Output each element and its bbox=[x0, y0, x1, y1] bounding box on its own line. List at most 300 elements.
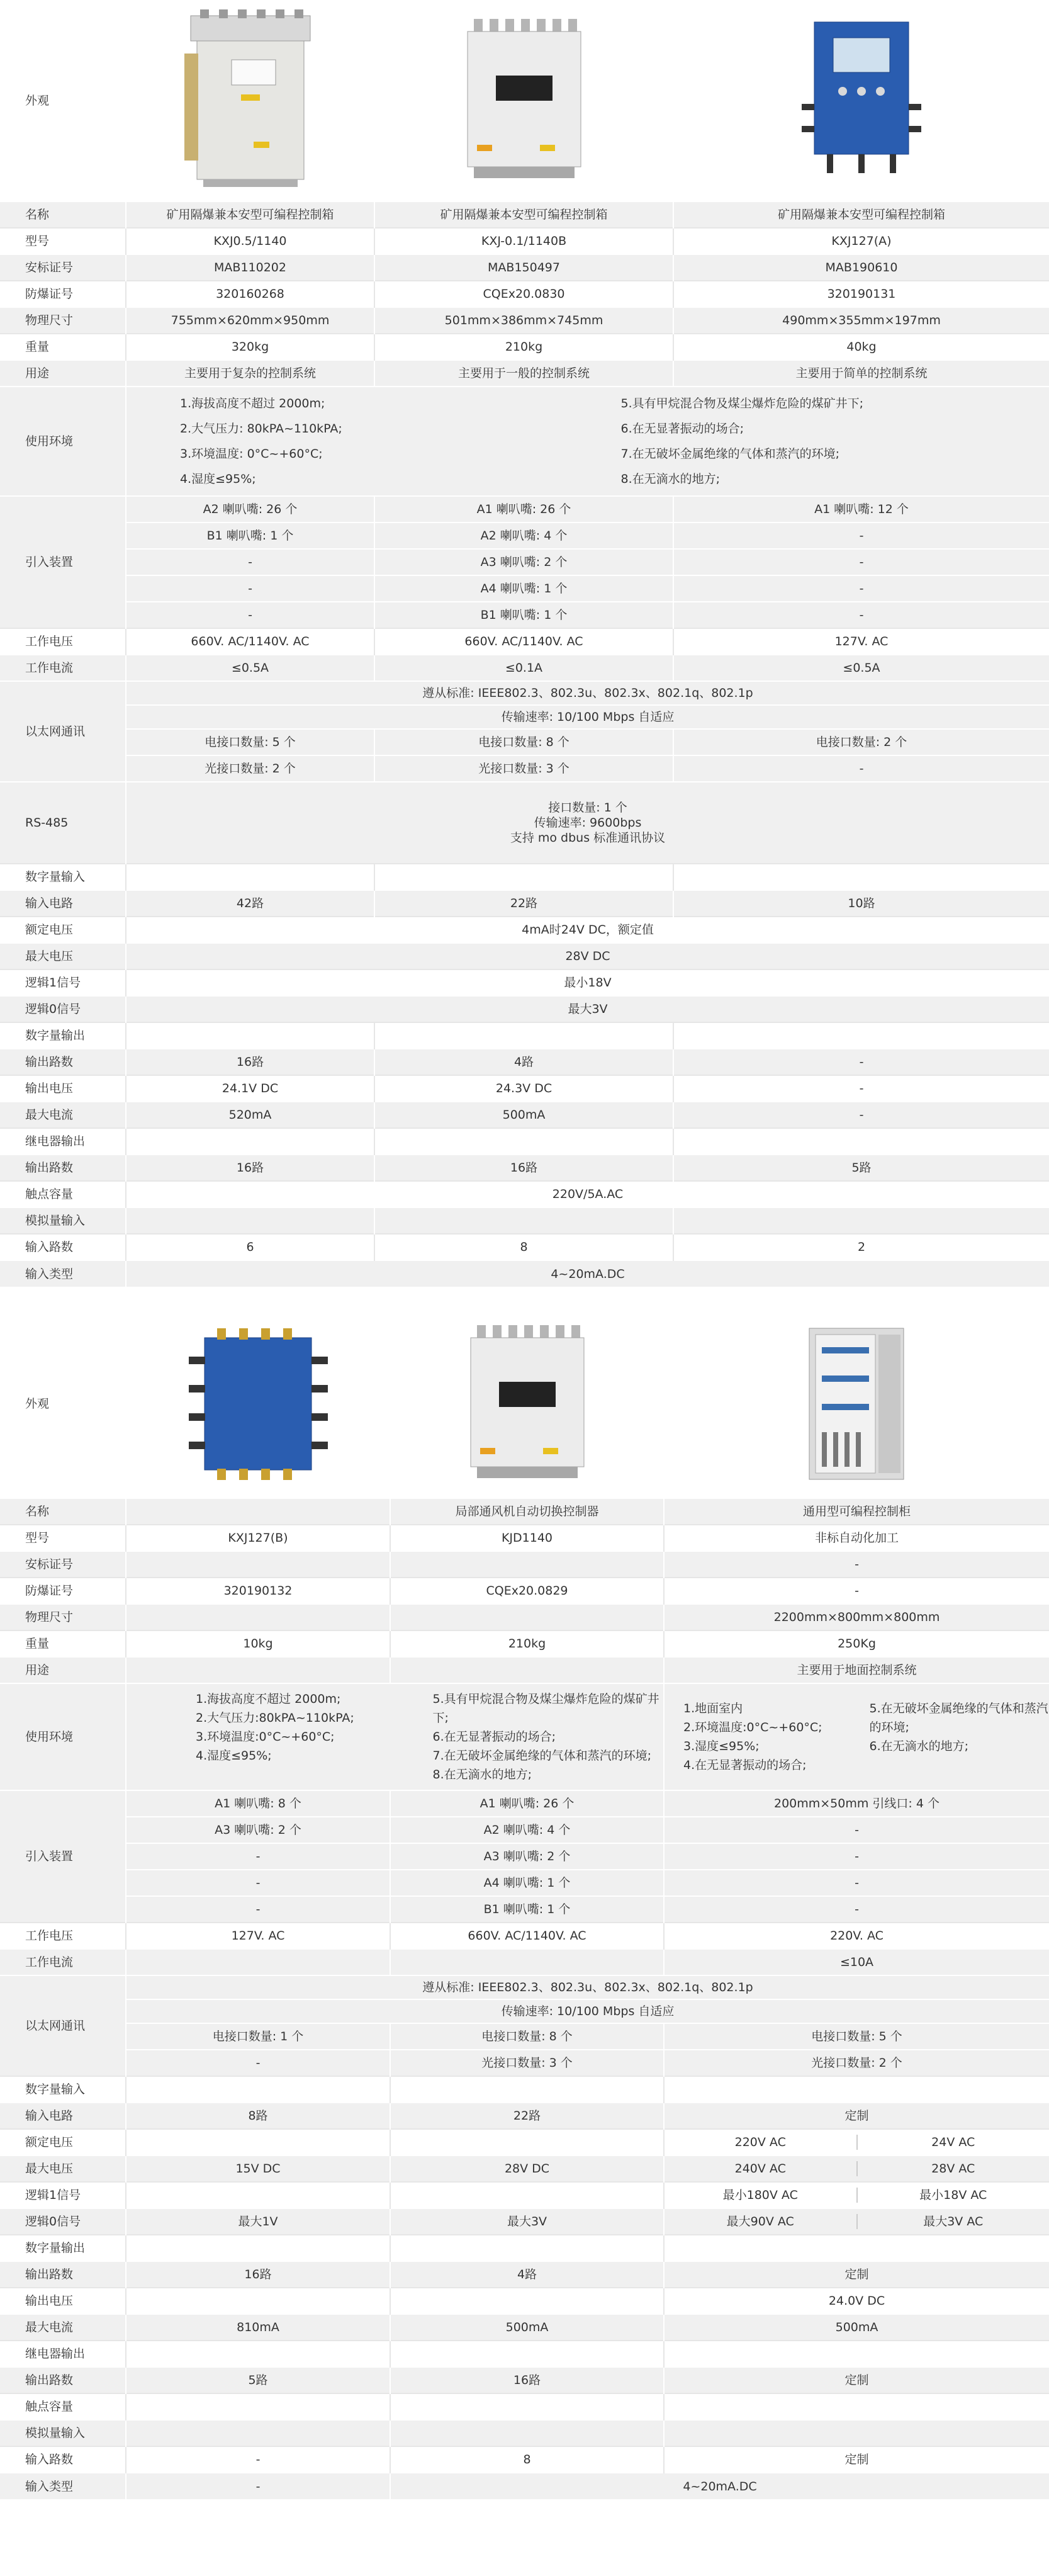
cell: A1 喇叭嘴: 8 个 bbox=[126, 1790, 390, 1817]
cell: - bbox=[126, 2050, 390, 2076]
cell: 4路 bbox=[374, 1049, 673, 1075]
section-row bbox=[0, 2341, 1049, 2367]
cell: A2 喇叭嘴: 4 个 bbox=[390, 1817, 664, 1843]
logic1-row bbox=[0, 2182, 1049, 2208]
cell: 127V. AC bbox=[673, 628, 1049, 655]
ai-channels-row bbox=[0, 1234, 1049, 1260]
cell: 320160268 bbox=[126, 281, 374, 307]
cell: 42路 bbox=[126, 890, 374, 917]
cell: 主要用于一般的控制系统 bbox=[374, 360, 673, 387]
cell: - bbox=[126, 575, 374, 602]
cell: 电接口数量: 5 个 bbox=[664, 2023, 1049, 2050]
cell: A4 喇叭嘴: 1 个 bbox=[374, 575, 673, 602]
row-label: 物理尺寸 bbox=[0, 1604, 126, 1630]
env-line: 5.具有甲烷混合物及煤尘爆炸危险的煤矿井下; bbox=[620, 397, 864, 410]
cell: 5路 bbox=[673, 1155, 1049, 1181]
cell: ≤0.1A bbox=[374, 655, 673, 681]
row-label: 名称 bbox=[0, 1498, 126, 1525]
cell bbox=[126, 1604, 390, 1630]
cell: 最大90V AC bbox=[726, 2215, 794, 2229]
row-label: 工作电压 bbox=[0, 1923, 126, 1949]
cell: 定制 bbox=[664, 2103, 1049, 2129]
cell: ≤10A bbox=[664, 1949, 1049, 1975]
cell: A3 喇叭嘴: 2 个 bbox=[126, 1817, 390, 1843]
row-label: 以太网通讯 bbox=[0, 1975, 126, 2076]
cell: 遵从标准: IEEE802.3、802.3u、802.3x、802.1q、802.1p bbox=[126, 1975, 1049, 1999]
inlet-row bbox=[0, 602, 1049, 628]
do-channels-row bbox=[0, 1049, 1049, 1075]
cell: 遵从标准: IEEE802.3、802.3u、802.3x、802.1q、802.1p bbox=[126, 681, 1049, 705]
inlet-row bbox=[0, 523, 1049, 549]
cell: MAB190610 bbox=[673, 254, 1049, 281]
voltage-row bbox=[0, 628, 1049, 655]
cell: KJD1140 bbox=[390, 1525, 664, 1551]
cell: MAB110202 bbox=[126, 254, 374, 281]
cell: MAB150497 bbox=[374, 254, 673, 281]
product-photo-kxj01 bbox=[374, 0, 673, 201]
cell: 定制 bbox=[664, 2367, 1049, 2393]
rs485-line: 接口数量: 1 个 bbox=[548, 801, 627, 815]
cell: 2 bbox=[673, 1234, 1049, 1260]
environment-cell bbox=[126, 387, 1049, 496]
section-row bbox=[0, 2235, 1049, 2261]
do-voltage-row bbox=[0, 2288, 1049, 2314]
row-label: 外观 bbox=[0, 1309, 126, 1498]
cell: 最大3V AC bbox=[856, 2214, 1049, 2229]
product-photo-kxj127a bbox=[673, 0, 1049, 201]
env-line: 2.大气压力:80kPA~110kPA; bbox=[196, 1711, 354, 1725]
cell: - bbox=[664, 1551, 1049, 1578]
row-label: 额定电压 bbox=[0, 917, 126, 943]
cell: 28V DC bbox=[126, 943, 1049, 969]
cell bbox=[126, 1551, 390, 1578]
name-row bbox=[0, 201, 1049, 228]
cell: 220V/5A.AC bbox=[126, 1181, 1049, 1207]
row-label: 额定电压 bbox=[0, 2129, 126, 2155]
model-row bbox=[0, 228, 1049, 254]
inlet-row bbox=[0, 1790, 1049, 1817]
cell: 660V. AC/1140V. AC bbox=[374, 628, 673, 655]
env-line: 8.在无滴水的地方; bbox=[432, 1768, 532, 1782]
product-photo-kxj127b bbox=[126, 1309, 390, 1498]
current-row bbox=[0, 655, 1049, 681]
env-line: 6.在无滴水的地方; bbox=[869, 1739, 969, 1753]
cell: 16路 bbox=[126, 1155, 374, 1181]
row-label: 重量 bbox=[0, 334, 126, 360]
cell: 16路 bbox=[390, 2367, 664, 2393]
row-label: 逻辑1信号 bbox=[0, 969, 126, 996]
cell: 200mm×50mm 引线口: 4 个 bbox=[664, 1790, 1049, 1817]
cabinet-photo-white bbox=[461, 16, 587, 186]
row-label: 最大电压 bbox=[0, 943, 126, 969]
cell: KXJ-0.1/1140B bbox=[374, 228, 673, 254]
inlet-row bbox=[0, 575, 1049, 602]
row-label: 工作电流 bbox=[0, 1949, 126, 1975]
section-row bbox=[0, 1207, 1049, 1234]
cell: 250Kg bbox=[664, 1630, 1049, 1657]
inlet-row bbox=[0, 1896, 1049, 1923]
logic0-row bbox=[0, 996, 1049, 1022]
cell: 8 bbox=[390, 2446, 664, 2473]
section-label: 数字量输入 bbox=[0, 2076, 126, 2103]
row-label: 输出电压 bbox=[0, 2288, 126, 2314]
ethernet-row bbox=[0, 2050, 1049, 2076]
cell: A2 喇叭嘴: 26 个 bbox=[126, 496, 374, 523]
env-line: 1.地面室内 bbox=[683, 1702, 743, 1715]
row-label: 输出路数 bbox=[0, 1155, 126, 1181]
usage-row bbox=[0, 360, 1049, 387]
split-cell bbox=[664, 2208, 1049, 2235]
cell: A1 喇叭嘴: 12 个 bbox=[673, 496, 1049, 523]
cell: 光接口数量: 3 个 bbox=[374, 755, 673, 782]
cell: 电接口数量: 8 个 bbox=[390, 2023, 664, 2050]
name-row bbox=[0, 1498, 1049, 1525]
cell: 最小18V AC bbox=[856, 2188, 1049, 2203]
weight-row bbox=[0, 334, 1049, 360]
section-label: 继电器输出 bbox=[0, 2341, 126, 2367]
spec-table-2 bbox=[0, 1309, 1049, 2499]
cell: 定制 bbox=[664, 2261, 1049, 2288]
rated-voltage-row bbox=[0, 2129, 1049, 2155]
cell: 光接口数量: 2 个 bbox=[664, 2050, 1049, 2076]
row-label: 工作电压 bbox=[0, 628, 126, 655]
cell bbox=[390, 1551, 664, 1578]
env-line: 5.具有甲烷混合物及煤尘爆炸危险的煤矿井下; bbox=[432, 1692, 659, 1725]
cell: 最大3V bbox=[126, 996, 1049, 1022]
cell: 220V AC bbox=[734, 2135, 786, 2149]
cell: A4 喇叭嘴: 1 个 bbox=[390, 1870, 664, 1896]
cell: 210kg bbox=[374, 334, 673, 360]
cell: - bbox=[126, 602, 374, 628]
rs485-line: 传输速率: 9600bps bbox=[534, 816, 642, 830]
row-label: 逻辑1信号 bbox=[0, 2182, 126, 2208]
appearance-row bbox=[0, 1309, 1049, 1498]
row-label: 最大电流 bbox=[0, 2314, 126, 2341]
cell: 电接口数量: 5 个 bbox=[126, 729, 374, 755]
row-label: 输出路数 bbox=[0, 2367, 126, 2393]
inlet-row bbox=[0, 1843, 1049, 1870]
row-label: 防爆证号 bbox=[0, 1578, 126, 1604]
cell: - bbox=[673, 575, 1049, 602]
cell: 24.1V DC bbox=[126, 1075, 374, 1102]
cell: - bbox=[664, 1817, 1049, 1843]
section-label: 模拟量输入 bbox=[0, 1207, 126, 1234]
voltage-row bbox=[0, 1923, 1049, 1949]
cell: CQEx20.0829 bbox=[390, 1578, 664, 1604]
cell: 500mA bbox=[664, 2314, 1049, 2341]
spec-table-1 bbox=[0, 0, 1049, 1287]
ai-channels-row bbox=[0, 2446, 1049, 2473]
section-row bbox=[0, 2420, 1049, 2446]
cell: 电接口数量: 8 个 bbox=[374, 729, 673, 755]
row-label: 以太网通讯 bbox=[0, 681, 126, 782]
product-photo-kjd1140 bbox=[390, 1309, 664, 1498]
cell: 127V. AC bbox=[126, 1923, 390, 1949]
row-label: 外观 bbox=[0, 0, 126, 201]
cell: 660V. AC/1140V. AC bbox=[126, 628, 374, 655]
cell: 520mA bbox=[126, 1102, 374, 1128]
section-label: 数字量输出 bbox=[0, 1022, 126, 1049]
contact-row bbox=[0, 2393, 1049, 2420]
cell: A1 喇叭嘴: 26 个 bbox=[390, 1790, 664, 1817]
cell bbox=[126, 1657, 390, 1683]
row-label: 触点容量 bbox=[0, 1181, 126, 1207]
max-voltage-row bbox=[0, 943, 1049, 969]
do-current-row bbox=[0, 2314, 1049, 2341]
cell: 10路 bbox=[673, 890, 1049, 917]
cell: 光接口数量: 3 个 bbox=[390, 2050, 664, 2076]
row-label: 触点容量 bbox=[0, 2393, 126, 2420]
cell: 电接口数量: 2 个 bbox=[673, 729, 1049, 755]
split-cell bbox=[664, 2155, 1049, 2182]
cell: 矿用隔爆兼本安型可编程控制箱 bbox=[126, 201, 374, 228]
cell: 24.0V DC bbox=[664, 2288, 1049, 2314]
row-label: 输入电路 bbox=[0, 890, 126, 917]
cell: - bbox=[664, 1870, 1049, 1896]
section-label: 继电器输出 bbox=[0, 1128, 126, 1155]
safety-cert-row bbox=[0, 254, 1049, 281]
row-label: 引入装置 bbox=[0, 1790, 126, 1923]
cell: 755mm×620mm×950mm bbox=[126, 307, 374, 334]
cell: - bbox=[664, 1843, 1049, 1870]
cell bbox=[126, 1498, 390, 1525]
cell: - bbox=[126, 2473, 390, 2499]
explosion-cert-row bbox=[0, 281, 1049, 307]
cell: 660V. AC/1140V. AC bbox=[390, 1923, 664, 1949]
env-line: 4.湿度≤95%; bbox=[196, 1749, 272, 1763]
product-photo-cabinet bbox=[664, 1309, 1049, 1498]
cell: 501mm×386mm×745mm bbox=[374, 307, 673, 334]
cell: ≤0.5A bbox=[673, 655, 1049, 681]
cell: 16路 bbox=[126, 2261, 390, 2288]
cell: 矿用隔爆兼本安型可编程控制箱 bbox=[673, 201, 1049, 228]
inlet-row bbox=[0, 549, 1049, 575]
cell: - bbox=[126, 1896, 390, 1923]
row-label: 输入路数 bbox=[0, 1234, 126, 1260]
relay-channels-row bbox=[0, 1155, 1049, 1181]
ethernet-row bbox=[0, 755, 1049, 782]
row-label: RS-485 bbox=[0, 782, 126, 864]
rs485-line: 支持 mo dbus 标准通讯协议 bbox=[510, 831, 666, 845]
row-label: 输入电路 bbox=[0, 2103, 126, 2129]
cell: - bbox=[673, 549, 1049, 575]
cell: 矿用隔爆兼本安型可编程控制箱 bbox=[374, 201, 673, 228]
contact-row bbox=[0, 1181, 1049, 1207]
ethernet-row bbox=[0, 681, 1049, 705]
env-line: 8.在无滴水的地方; bbox=[620, 472, 721, 486]
inlet-row bbox=[0, 496, 1049, 523]
cell: ≤0.5A bbox=[126, 655, 374, 681]
do-current-row bbox=[0, 1102, 1049, 1128]
row-label: 安标证号 bbox=[0, 1551, 126, 1578]
cell: 320190131 bbox=[673, 281, 1049, 307]
relay-channels-row bbox=[0, 2367, 1049, 2393]
row-label: 型号 bbox=[0, 228, 126, 254]
row-label: 使用环境 bbox=[0, 387, 126, 496]
cell: KXJ0.5/1140 bbox=[126, 228, 374, 254]
cell: A1 喇叭嘴: 26 个 bbox=[374, 496, 673, 523]
row-label: 物理尺寸 bbox=[0, 307, 126, 334]
dimensions-row bbox=[0, 1604, 1049, 1630]
cell: 220V. AC bbox=[664, 1923, 1049, 1949]
ethernet-row bbox=[0, 1975, 1049, 1999]
row-label: 名称 bbox=[0, 201, 126, 228]
cell: 光接口数量: 2 个 bbox=[126, 755, 374, 782]
current-row bbox=[0, 1949, 1049, 1975]
inlet-row bbox=[0, 1870, 1049, 1896]
dimensions-row bbox=[0, 307, 1049, 334]
logic1-row bbox=[0, 969, 1049, 996]
env-line: 2.大气压力: 80kPA~110kPA; bbox=[180, 422, 342, 436]
row-label: 输出电压 bbox=[0, 1075, 126, 1102]
weight-row bbox=[0, 1630, 1049, 1657]
cell: 6 bbox=[126, 1234, 374, 1260]
section-row bbox=[0, 1022, 1049, 1049]
environment-cell bbox=[664, 1683, 1049, 1790]
cell: - bbox=[673, 1075, 1049, 1102]
environment-row bbox=[0, 387, 1049, 496]
cell: 最大3V bbox=[390, 2208, 664, 2235]
cell: 定制 bbox=[664, 2446, 1049, 2473]
cell: 810mA bbox=[126, 2314, 390, 2341]
env-line: 4.在无显著振动的场合; bbox=[683, 1758, 807, 1772]
ethernet-row bbox=[0, 705, 1049, 729]
cell: 4~20mA.DC bbox=[126, 1260, 1049, 1287]
do-channels-row bbox=[0, 2261, 1049, 2288]
cell: - bbox=[126, 2446, 390, 2473]
rated-voltage-row bbox=[0, 917, 1049, 943]
cell: - bbox=[126, 1843, 390, 1870]
cell: 4路 bbox=[390, 2261, 664, 2288]
do-voltage-row bbox=[0, 1075, 1049, 1102]
row-label: 用途 bbox=[0, 360, 126, 387]
cell: - bbox=[673, 1102, 1049, 1128]
ethernet-row bbox=[0, 729, 1049, 755]
section-row bbox=[0, 2076, 1049, 2103]
cell: 电接口数量: 1 个 bbox=[126, 2023, 390, 2050]
env-line: 1.海拔高度不超过 2000m; bbox=[196, 1692, 341, 1706]
rs485-cell bbox=[126, 782, 1049, 864]
cell: 28V DC bbox=[390, 2155, 664, 2182]
row-label: 型号 bbox=[0, 1525, 126, 1551]
cell: 通用型可编程控制柜 bbox=[664, 1498, 1049, 1525]
control-cabinet-photo bbox=[803, 1325, 910, 1483]
section-label: 模拟量输入 bbox=[0, 2420, 126, 2446]
cell: 500mA bbox=[374, 1102, 673, 1128]
cell: 8 bbox=[374, 1234, 673, 1260]
row-label: 最大电流 bbox=[0, 1102, 126, 1128]
row-label: 使用环境 bbox=[0, 1683, 126, 1790]
cell: 210kg bbox=[390, 1630, 664, 1657]
ethernet-row bbox=[0, 2023, 1049, 2050]
split-cell bbox=[664, 2129, 1049, 2155]
env-line: 2.环境温度:0°C~+60°C; bbox=[683, 1720, 822, 1734]
ai-type-row bbox=[0, 2473, 1049, 2499]
cell: - bbox=[673, 755, 1049, 782]
env-line: 1.海拔高度不超过 2000m; bbox=[180, 397, 325, 410]
cell: A2 喇叭嘴: 4 个 bbox=[374, 523, 673, 549]
split-cell bbox=[664, 2182, 1049, 2208]
row-label: 工作电流 bbox=[0, 655, 126, 681]
cell: CQEx20.0830 bbox=[374, 281, 673, 307]
cell: 主要用于地面控制系统 bbox=[664, 1657, 1049, 1683]
env-line: 7.在无破坏金属绝缘的气体和蒸汽的环境; bbox=[432, 1749, 652, 1763]
environment-row bbox=[0, 1683, 1049, 1790]
env-line: 6.在无显著振动的场合; bbox=[432, 1730, 556, 1744]
appearance-row bbox=[0, 0, 1049, 201]
cell: 240V AC bbox=[734, 2162, 786, 2176]
explosion-cert-row bbox=[0, 1578, 1049, 1604]
row-label: 输入类型 bbox=[0, 2473, 126, 2499]
cell: - bbox=[673, 1049, 1049, 1075]
cell: 传输速率: 10/100 Mbps 自适应 bbox=[126, 1999, 1049, 2023]
junction-box-photo-blue bbox=[179, 1325, 337, 1483]
cell: 500mA bbox=[390, 2314, 664, 2341]
cell: 24V AC bbox=[856, 2135, 1049, 2150]
cell: 40kg bbox=[673, 334, 1049, 360]
cell: A3 喇叭嘴: 2 个 bbox=[374, 549, 673, 575]
cell: B1 喇叭嘴: 1 个 bbox=[390, 1896, 664, 1923]
section-row bbox=[0, 1128, 1049, 1155]
row-label: 逻辑0信号 bbox=[0, 996, 126, 1022]
cell: B1 喇叭嘴: 1 个 bbox=[374, 602, 673, 628]
product-photo-kxj05 bbox=[126, 0, 374, 201]
usage-row bbox=[0, 1657, 1049, 1683]
cell: - bbox=[664, 1578, 1049, 1604]
cell: 28V AC bbox=[856, 2161, 1049, 2176]
cell: KXJ127(A) bbox=[673, 228, 1049, 254]
env-line: 7.在无破坏金属绝缘的气体和蒸汽的环境; bbox=[620, 447, 840, 461]
cell: A3 喇叭嘴: 2 个 bbox=[390, 1843, 664, 1870]
cell: - bbox=[126, 1870, 390, 1896]
row-label: 输出路数 bbox=[0, 1049, 126, 1075]
cell: 22路 bbox=[390, 2103, 664, 2129]
cell: 4mA时24V DC，额定值 bbox=[126, 917, 1049, 943]
cell: 24.3V DC bbox=[374, 1075, 673, 1102]
cell: 8路 bbox=[126, 2103, 390, 2129]
ethernet-row bbox=[0, 1999, 1049, 2023]
cell: 320kg bbox=[126, 334, 374, 360]
env-line: 5.在无破坏金属绝缘的气体和蒸汽的环境; bbox=[869, 1702, 1048, 1734]
section-label: 数字量输入 bbox=[0, 864, 126, 890]
env-line: 3.环境温度:0°C~+60°C; bbox=[196, 1730, 335, 1744]
cell: 最小180V AC bbox=[722, 2188, 798, 2202]
cell: - bbox=[126, 549, 374, 575]
row-label: 最大电压 bbox=[0, 2155, 126, 2182]
model-row bbox=[0, 1525, 1049, 1551]
cell: 16路 bbox=[374, 1155, 673, 1181]
safety-cert-row bbox=[0, 1551, 1049, 1578]
row-label: 安标证号 bbox=[0, 254, 126, 281]
cell: B1 喇叭嘴: 1 个 bbox=[126, 523, 374, 549]
cell: 22路 bbox=[374, 890, 673, 917]
cell: 2200mm×800mm×800mm bbox=[664, 1604, 1049, 1630]
cell: KXJ127(B) bbox=[126, 1525, 390, 1551]
di-circuits-row bbox=[0, 890, 1049, 917]
cell bbox=[390, 1657, 664, 1683]
environment-cell bbox=[126, 1683, 664, 1790]
cell: 4~20mA.DC bbox=[390, 2473, 1049, 2499]
cell: 16路 bbox=[126, 1049, 374, 1075]
env-line: 3.湿度≤95%; bbox=[683, 1739, 760, 1753]
cell: 最大1V bbox=[126, 2208, 390, 2235]
cabinet-photo-gray bbox=[178, 9, 323, 192]
inlet-row bbox=[0, 1817, 1049, 1843]
cell: 主要用于简单的控制系统 bbox=[673, 360, 1049, 387]
row-label: 逻辑0信号 bbox=[0, 2208, 126, 2235]
env-line: 4.湿度≤95%; bbox=[180, 472, 256, 486]
section-label: 数字量输出 bbox=[0, 2235, 126, 2261]
